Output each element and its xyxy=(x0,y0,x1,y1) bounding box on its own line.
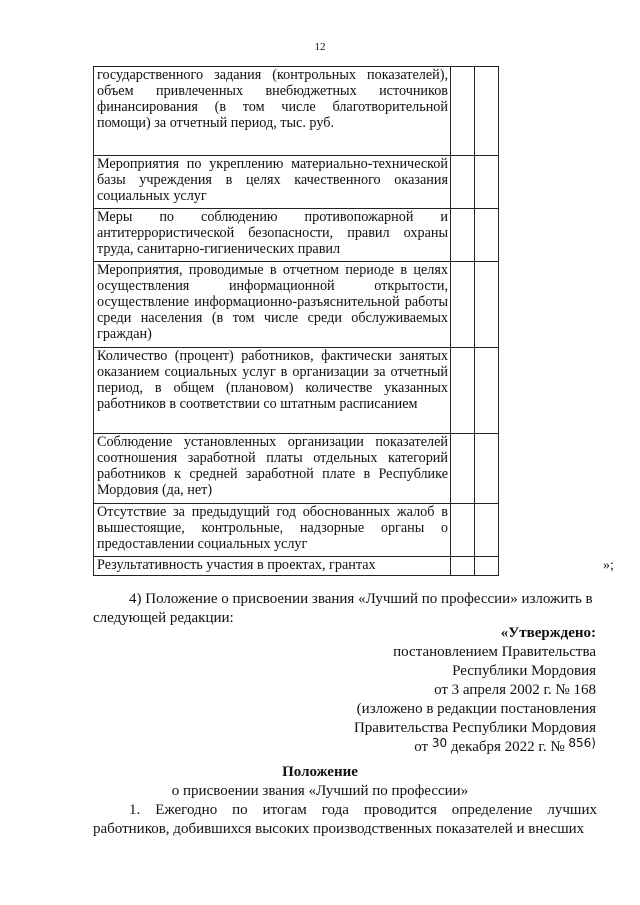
approval-line: Республики Мордовия xyxy=(452,663,596,679)
criterion-text: Мероприятия, проводимые в отчетном периоде в целях осуществления информационной открытости, осуществление информационно-разъяснительной работы среди населения (в том числе среди обслуживаемых граждан) xyxy=(94,262,451,348)
page-number: 12 xyxy=(314,41,326,53)
criterion-text: Мероприятия по укреплению материально-технической базы учреждения в целях качественного оказания социальных услуг xyxy=(94,156,451,209)
handwritten-day: 30 xyxy=(431,736,448,750)
table-row xyxy=(94,156,499,209)
criterion-text: Отсутствие за предыдущий год обоснованных жалоб в вышестоящие, контрольные, надзорные органы о предоставлении социальных услуг xyxy=(94,504,451,557)
section-title: Положение xyxy=(282,764,358,780)
approval-line: (изложено в редакции постановления xyxy=(356,701,596,717)
criterion-text: Количество (процент) работников, фактически занятых оказанием социальных услуг в организации за отчетный период, в общем (плановом) количестве указанных работников в соответствии со штатным расписанием xyxy=(94,348,451,434)
table-row xyxy=(94,67,499,156)
table-row xyxy=(94,348,499,434)
section-subtitle: о присвоении звания «Лучший по профессии» xyxy=(171,783,469,799)
table-closing-quote: »; xyxy=(603,558,614,573)
table-row xyxy=(94,434,499,504)
handwritten-number: 856) xyxy=(568,736,596,750)
table-row xyxy=(94,262,499,348)
approval-heading: «Утверждено: xyxy=(500,625,596,641)
approval-line: Правительства Республики Мордовия xyxy=(353,720,596,736)
table-row xyxy=(94,504,499,557)
criterion-text: Результативность участия в проектах, грантах xyxy=(94,557,451,576)
approval-date-line: от $^{30}$ декабря 2022 г. № $^{856)}$ xyxy=(414,736,596,755)
criterion-text: Соблюдение установленных организации показателей соотношения заработной платы отдельных категорий работников к средней заработной плате в Республике Мордовия (да, нет) xyxy=(94,434,451,504)
table-row xyxy=(94,557,499,576)
approval-line: от 3 апреля 2002 г. № 168 xyxy=(434,682,596,698)
paragraph-1: 1. Ежегодно по итогам года проводится определение лучших работников, добившихся высоких производственных показателей и внесших xyxy=(93,802,597,837)
criterion-text: государственного задания (контрольных показателей), объем привлеченных внебюджетных источников финансирования (в том числе благотворительной помощи) за отчетный период, тыс. руб. xyxy=(94,67,451,156)
approval-block xyxy=(330,624,596,757)
table-row xyxy=(94,209,499,262)
paragraph-4: 4) Положение о присвоении звания «Лучший по профессии» изложить в следующей редакции: xyxy=(93,591,593,626)
criterion-text: Меры по соблюдению противопожарной и антитеррористической безопасности, правил охраны труда, санитарно-гигиенических правил xyxy=(94,209,451,262)
criteria-table xyxy=(93,66,499,576)
approval-line: постановлением Правительства xyxy=(393,644,596,660)
